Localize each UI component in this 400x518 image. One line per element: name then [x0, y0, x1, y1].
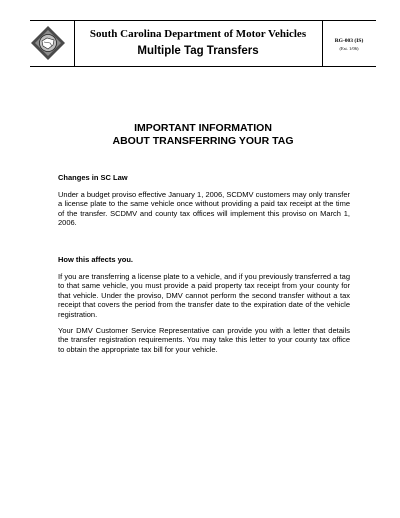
paragraph-how-affects: If you are transferring a license plate to a vehicle, and if you previously transferred a tag to that same vehicle, you must provide a paid property tax receipt from your county for that vehicle. Under the proviso, DMV cannot perform the second transfer without a tax receipt that covers the period from the transfer date to the expiration date of the vehicle registration. [58, 272, 350, 319]
paragraph-changes: Under a budget proviso effective January 1, 2006, SCDMV customers may only transfer a license plate to the same vehicle once without providing a paid tax receipt at the time of the transfer. SCDMV and county tax offices will implement this proviso on March 1, 2006. [58, 190, 350, 228]
form-header [30, 20, 376, 67]
sc-state-seal-icon [30, 25, 66, 61]
main-heading-line-2: ABOUT TRANSFERRING YOUR TAG [112, 135, 294, 147]
main-heading-line-1: IMPORTANT INFORMATION [134, 122, 272, 134]
section-title-changes: Changes in SC Law [58, 173, 128, 182]
form-code: RG-003 (IS) [334, 38, 364, 44]
paragraph-csr-letter: Your DMV Customer Service Representative can provide you with a letter that details the transfer registration requirements. You may take this letter to your county tax office to obtain the appropriate tax bill for your vehicle. [58, 326, 350, 354]
section-title-how-affects: How this affects you. [58, 255, 134, 264]
main-heading [30, 122, 376, 148]
form-established-date: (Est. 1/06) [339, 46, 359, 51]
form-title: Multiple Tag Transfers [137, 45, 259, 57]
agency-name: South Carolina Department of Motor Vehicles [89, 28, 307, 40]
